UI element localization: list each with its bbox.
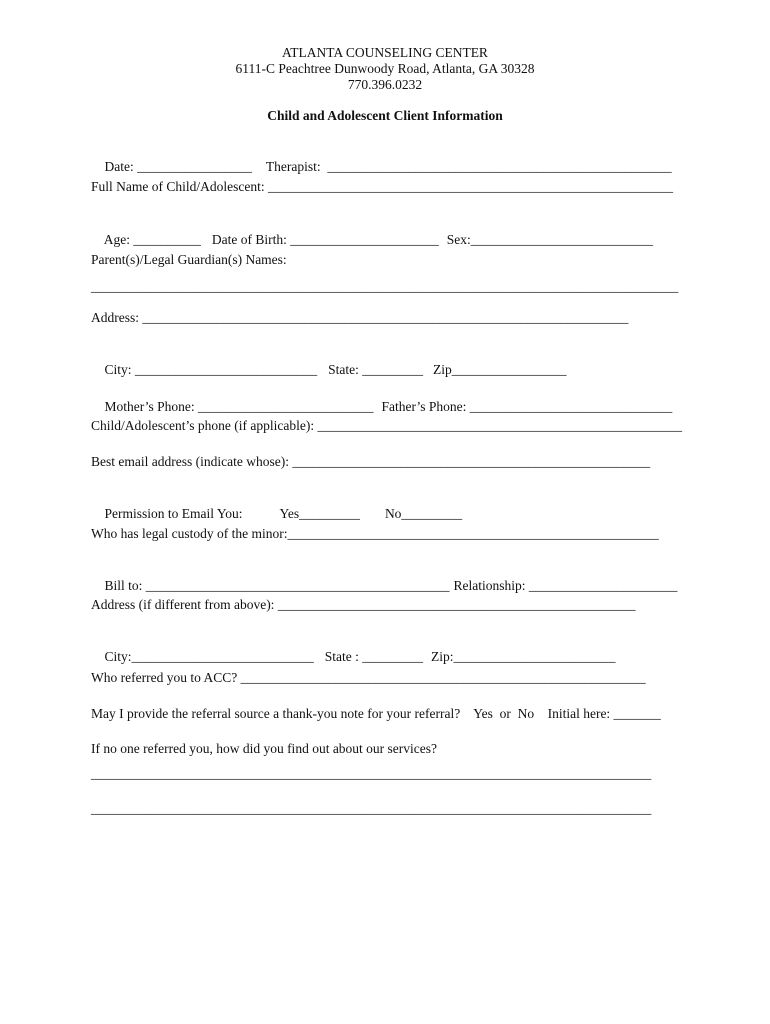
org-address: 6111-C Peachtree Dunwoody Road, Atlanta, GA 30328 xyxy=(235,61,535,76)
city-field[interactable]: City: ___________________________ xyxy=(104,362,318,377)
found-us-line-2[interactable]: ___________________________________________________________________________________ xyxy=(91,801,652,816)
org-name: ATLANTA COUNSELING CENTER xyxy=(282,45,488,60)
father-phone-field[interactable]: Father’s Phone: ______________________________ xyxy=(381,399,673,414)
alt-state-field[interactable]: State : _________ xyxy=(324,649,424,664)
thank-you-note-field[interactable]: May I provide the referral source a thank-you note for your referral? Yes or No Initial here: _______ xyxy=(91,706,661,721)
found-us-label: If no one referred you, how did you find out about our services? xyxy=(91,741,438,756)
age-field[interactable]: Age: __________ xyxy=(103,232,201,247)
mother-phone-field[interactable]: Mother’s Phone: __________________________ xyxy=(104,399,374,414)
custody-field[interactable]: Who has legal custody of the minor:_______________________________________________________ xyxy=(91,526,659,541)
found-us-line-1[interactable]: ___________________________________________________________________________________ xyxy=(91,766,652,781)
alt-city-field[interactable]: City:___________________________ xyxy=(104,649,314,664)
relationship-field[interactable]: Relationship: ______________________ xyxy=(453,578,678,593)
guardian-field[interactable]: _______________________________________________________________________________________ xyxy=(91,279,679,294)
email-field[interactable]: Best email address (indicate whose): _____________________________________________________ xyxy=(91,454,651,469)
zip-field[interactable]: Zip_________________ xyxy=(433,362,567,377)
guardian-label: Parent(s)/Legal Guardian(s) Names: xyxy=(91,252,287,267)
state-field[interactable]: State: _________ xyxy=(328,362,424,377)
form-title: Child and Adolescent Client Information xyxy=(267,108,503,123)
bill-to-field[interactable]: Bill to: _____________________________________________ xyxy=(104,578,450,593)
address-field[interactable]: Address: ________________________________________________________________________ xyxy=(91,310,629,325)
email-permission-yes[interactable]: Yes_________ xyxy=(279,506,360,521)
org-phone: 770.396.0232 xyxy=(347,77,423,92)
alt-address-field[interactable]: Address (if different from above): _____________________________________________________ xyxy=(91,597,636,612)
therapist-field[interactable]: Therapist: ___________________________________________________ xyxy=(265,159,672,174)
email-permission-label: Permission to Email You: xyxy=(104,506,243,521)
letterhead xyxy=(0,45,770,93)
alt-zip-field[interactable]: Zip:________________________ xyxy=(431,649,616,664)
date-field[interactable]: Date: _________________ xyxy=(104,159,252,174)
sex-field[interactable]: Sex:___________________________ xyxy=(446,232,654,247)
child-phone-field[interactable]: Child/Adolescent’s phone (if applicable): ______________________________________________________ xyxy=(91,418,682,433)
full-name-field[interactable]: Full Name of Child/Adolescent: ____________________________________________________________ xyxy=(91,179,673,194)
email-permission-no[interactable]: No_________ xyxy=(384,506,463,521)
referred-by-field[interactable]: Who referred you to ACC? ____________________________________________________________ xyxy=(91,670,646,685)
dob-field[interactable]: Date of Birth: ______________________ xyxy=(211,232,439,247)
